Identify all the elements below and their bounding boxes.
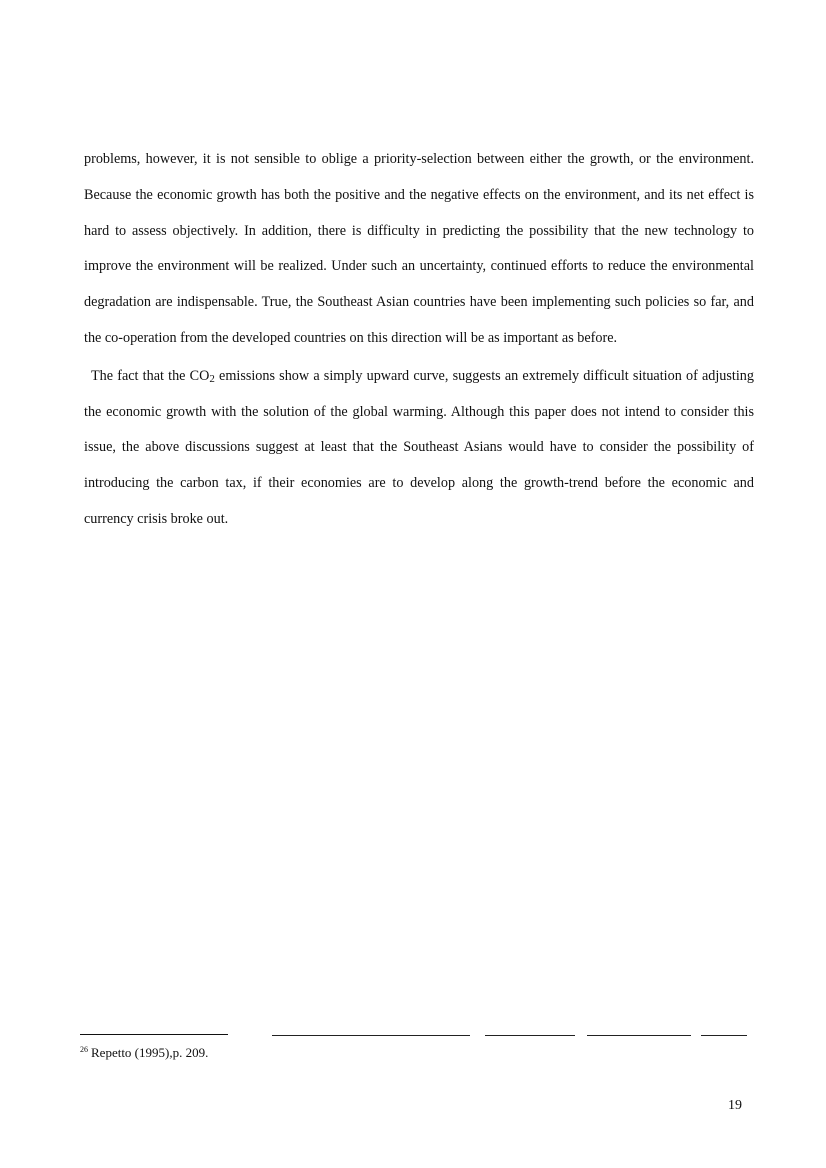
co2-subscript: 2 (209, 372, 215, 385)
body-text (84, 142, 754, 538)
paragraph-1-text: problems, however, it is not sensible to oblige a priority-selection between either the growth, or the environment. Because the economic growth has both the positive and the negative effects on the environment, and its net effect is hard to assess objectively. In addition, there is difficulty in predicting the possibility that the new technology to improve the environment will be realized. Under such an uncertainty, continued efforts to reduce the environmental degradation are indispensable. True, the Southeast Asian countries have been implementing such policies so far, and the co-operation from the developed countries on this direction will be as important as before. (84, 151, 754, 346)
scan-line-segment (701, 1035, 747, 1036)
footnote-marker: 26 (80, 1045, 88, 1054)
page-number: 19 (728, 1098, 742, 1113)
scan-line-segment (485, 1035, 575, 1036)
scan-line-segment (587, 1035, 691, 1036)
paragraph-2-text-rest: emissions show a simply upward curve, suggests an extremely difficult situation of adjusting the economic growth with the solution of the global warming. Although this paper does not intend to consider this issue, the above discussions suggest at least that the Southeast Asians would have to consider the possibility of introducing the carbon tax, if their economies are to develop along the growth-trend before the economic and currency crisis broke out. (84, 367, 754, 527)
footnote-separator (80, 1034, 228, 1035)
paragraph-2 (84, 359, 754, 538)
scan-line-segment (272, 1035, 470, 1036)
paragraph-2-text-start: The fact that the CO (91, 367, 210, 384)
footnote-text: Repetto (1995),p. 209. (91, 1045, 209, 1060)
paragraph-1 (84, 142, 754, 357)
footnote (80, 1044, 208, 1062)
